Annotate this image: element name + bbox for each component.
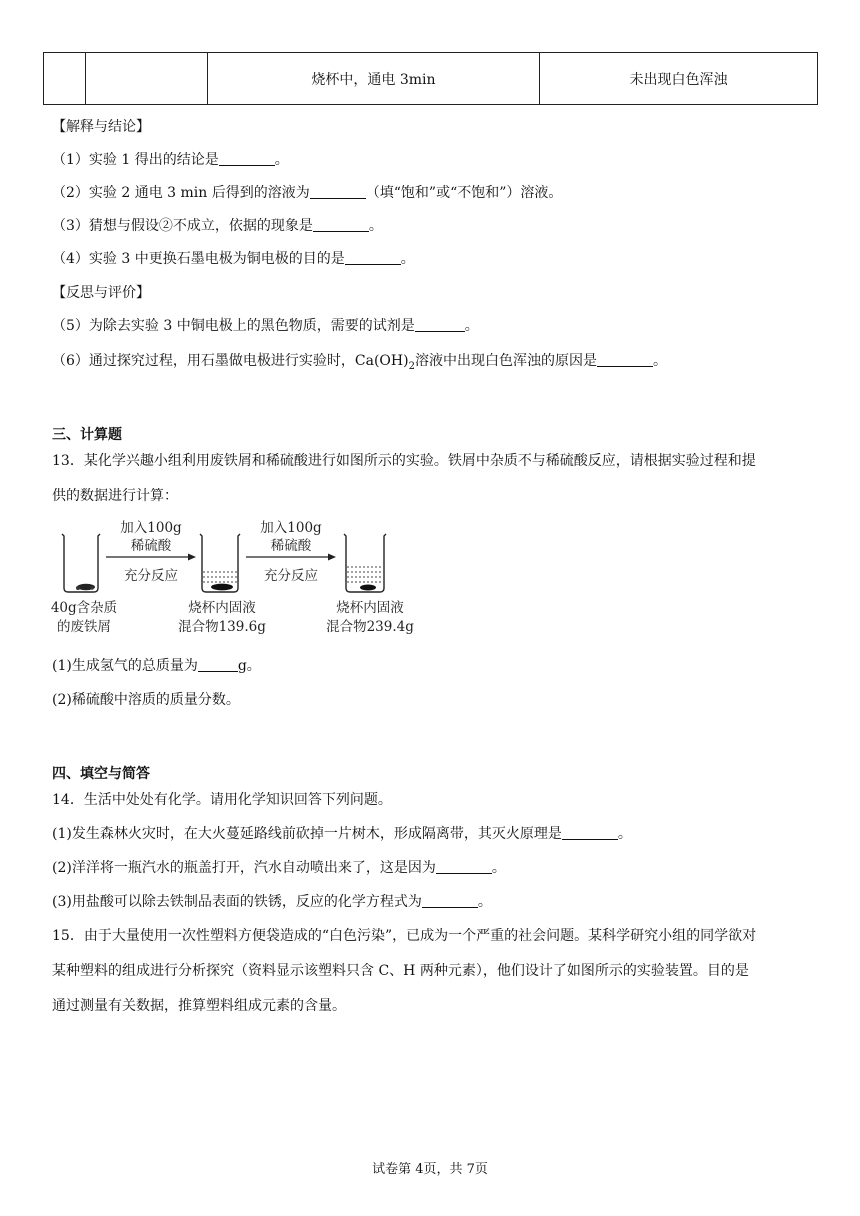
question-3 — [52, 215, 383, 235]
arrow-1-top-line2: 稀硫酸 — [130, 538, 172, 554]
arrow-2-bottom: 充分反应 — [264, 568, 318, 584]
experiment-table — [43, 52, 818, 105]
question-text: 溶液中出现白色浑浊的原因是 — [414, 353, 597, 369]
question-text: (3)用盐酸可以除去铁制品表面的铁锈，反应的化学方程式为 — [52, 894, 422, 910]
answer-blank[interactable] — [313, 217, 369, 232]
question-13-line1: 13．某化学兴趣小组利用废铁屑和稀硫酸进行如图所示的实验。铁屑中杂质不与稀硫酸反应，请根据实验过程和提 — [52, 453, 756, 469]
question-14-3 — [52, 891, 492, 911]
question-text: 。 — [368, 218, 383, 234]
question-text: 。 — [274, 152, 289, 168]
section-heading-fill: 四、填空与简答 — [52, 766, 150, 782]
beaker-2-caption-line1: 烧杯内固液 — [188, 600, 256, 616]
table-cell-phenomenon: 未出现白色浑浊 — [540, 53, 818, 105]
table-cell-operation: 烧杯中，通电 3min — [208, 53, 540, 105]
table-cell — [86, 53, 208, 105]
answer-blank[interactable] — [415, 317, 465, 332]
question-15-line3: 通过测量有关数据，推算塑料组成元素的含量。 — [52, 998, 346, 1014]
answer-blank[interactable] — [597, 352, 653, 367]
answer-blank[interactable] — [562, 825, 618, 840]
arrow-1-top-line1: 加入100g — [120, 520, 182, 536]
question-text: （3）猜想与假设②不成立，依据的现象是 — [52, 218, 313, 234]
experiment-diagram — [50, 512, 430, 642]
section-heading-calc: 三、计算题 — [52, 427, 122, 443]
page-footer: 试卷第 4页，共 7页 — [372, 1162, 488, 1177]
question-text: 。 — [652, 353, 667, 369]
question-text: 。 — [491, 860, 506, 876]
arrow-1 — [106, 554, 196, 561]
question-text: （填“饱和”或“不饱和”）溶液。 — [365, 185, 563, 201]
beaker-2-caption-line2: 混合物139.6g — [178, 619, 266, 635]
beaker-1 — [62, 534, 100, 592]
question-5 — [52, 315, 479, 335]
question-13-sub2: (2)稀硫酸中溶质的质量分数。 — [52, 692, 240, 708]
answer-blank[interactable] — [219, 151, 275, 166]
question-2 — [52, 182, 562, 202]
question-text: （5）为除去实验 3 中铜电极上的黑色物质，需要的试剂是 — [52, 318, 415, 334]
question-14-2 — [52, 857, 506, 877]
question-text: 。 — [477, 894, 492, 910]
question-13-sub1 — [52, 655, 261, 675]
beaker-3-caption-line2: 混合物239.4g — [326, 619, 414, 635]
beaker-3-caption-line1: 烧杯内固液 — [336, 600, 404, 616]
question-14-1 — [52, 823, 632, 843]
answer-blank[interactable] — [436, 859, 492, 874]
question-4 — [52, 248, 415, 268]
arrow-2-top-line2: 稀硫酸 — [270, 538, 312, 554]
answer-blank[interactable] — [310, 184, 366, 199]
question-13-line2: 供的数据进行计算： — [52, 488, 178, 504]
question-15-line1: 15．由于大量使用一次性塑料方便袋造成的“白色污染”，已成为一个严重的社会问题。某科学研究小组的同学欲对 — [52, 928, 757, 944]
beaker-3 — [344, 534, 386, 592]
answer-blank[interactable] — [345, 250, 401, 265]
question-text: (1)生成氢气的总质量为 — [52, 658, 198, 674]
solid-residue-icon — [360, 585, 376, 591]
arrow-2-top-line1: 加入100g — [260, 520, 322, 536]
question-text: (1)发生森林火灾时，在大火蔓延路线前砍掉一片树木，形成隔离带，其灭火原理是 — [52, 826, 562, 842]
question-text: （4）实验 3 中更换石墨电极为铜电极的目的是 — [52, 251, 345, 267]
question-text: 。 — [400, 251, 415, 267]
arrow-1-bottom: 充分反应 — [124, 568, 178, 584]
question-14: 14．生活中处处有化学。请用化学知识回答下列问题。 — [52, 792, 392, 808]
table-row — [44, 53, 818, 105]
question-1 — [52, 149, 289, 169]
beaker-1-caption-line2: 的废铁屑 — [57, 619, 111, 635]
section-title-reflect: 【反思与评价】 — [52, 285, 150, 301]
question-text: （2）实验 2 通电 3 min 后得到的溶液为 — [52, 185, 310, 201]
section-title-explain: 【解释与结论】 — [52, 119, 150, 135]
question-text: (2)洋洋将一瓶汽水的瓶盖打开，汽水自动喷出来了，这是因为 — [52, 860, 436, 876]
beaker-1-caption-line1: 40g含杂质 — [50, 600, 118, 616]
answer-blank[interactable] — [198, 657, 238, 672]
question-text: 。 — [617, 826, 632, 842]
subscript: 2 — [408, 360, 415, 372]
arrow-2 — [246, 554, 336, 561]
question-text: （6）通过探究过程，用石墨做电极进行实验时，Ca(OH) — [52, 353, 409, 369]
question-15-line2: 某种塑料的组成进行分析探究（资料显示该塑料只含 C、H 两种元素），他们设计了如图所示的实验装置。目的是 — [52, 963, 749, 979]
solid-residue-icon — [211, 584, 233, 591]
beaker-2 — [200, 534, 240, 592]
question-text: g。 — [237, 658, 261, 674]
question-6 — [52, 350, 667, 372]
question-text: 。 — [464, 318, 479, 334]
answer-blank[interactable] — [422, 893, 478, 908]
question-text: （1）实验 1 得出的结论是 — [52, 152, 219, 168]
table-cell — [44, 53, 86, 105]
